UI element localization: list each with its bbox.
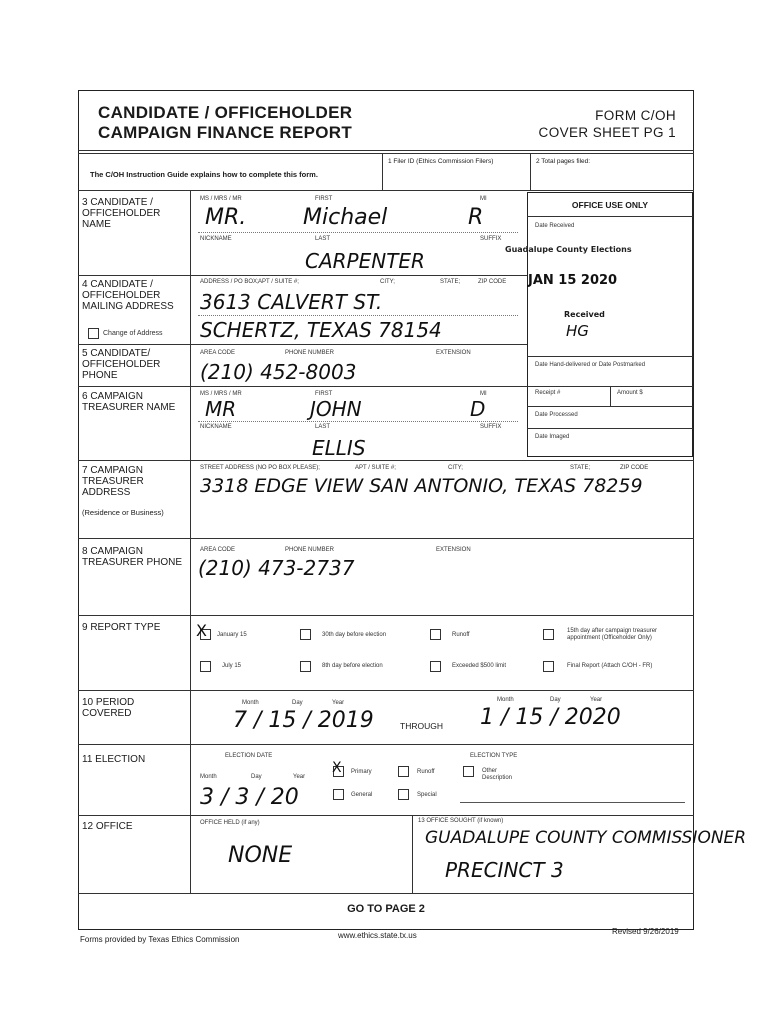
divider xyxy=(78,153,694,154)
receipt-label: Receipt # xyxy=(535,390,561,396)
street-label: STREET ADDRESS (NO PO BOX PLEASE); xyxy=(200,465,320,471)
election-type-label: ELECTION TYPE xyxy=(470,753,518,759)
mailing-line2: SCHERTZ, TEXAS 78154 xyxy=(200,318,442,342)
nickname-label: NICKNAME xyxy=(200,236,232,242)
date-stamp: JAN 15 2020 xyxy=(528,273,618,288)
divider xyxy=(78,190,694,191)
zip-label: ZIP CODE xyxy=(478,279,507,285)
check-mark: X xyxy=(332,760,342,776)
office-sought-label: 13 OFFICE SOUGHT (if known) xyxy=(418,818,504,824)
report-jul15-checkbox[interactable] xyxy=(200,661,211,672)
divider xyxy=(527,406,693,407)
instruction-text: The C/OH Instruction Guide explains how to complete this form. xyxy=(90,170,318,179)
to-day-label: Day xyxy=(550,697,561,703)
treasurer-phone: (210) 473-2737 xyxy=(198,556,355,580)
report-final-checkbox[interactable] xyxy=(543,661,554,672)
section-4-label: 4 CANDIDATE / OFFICEHOLDER MAILING ADDRESS xyxy=(82,279,174,312)
address-label: ADDRESS / PO BOX; xyxy=(200,279,259,285)
divider xyxy=(382,153,383,191)
processed-label: Date Processed xyxy=(535,412,578,418)
divider xyxy=(78,275,527,276)
treasurer-prefix-label: MS / MRS / MR xyxy=(200,391,242,397)
dotted-line xyxy=(198,315,518,316)
report-final-label: Final Report (Attach C/OH - FR) xyxy=(567,663,653,669)
form-id-line2: COVER SHEET PG 1 xyxy=(538,125,676,140)
section-9-label: 9 REPORT TYPE xyxy=(82,622,161,633)
election-runoff-label: Runoff xyxy=(417,769,435,775)
divider xyxy=(78,538,694,539)
report-8th-label: 8th day before election xyxy=(322,663,383,669)
treasurer-mi-label: MI xyxy=(480,391,487,397)
special-label: Special xyxy=(417,792,437,798)
office-held: NONE xyxy=(228,843,293,868)
divider xyxy=(78,150,694,151)
divider xyxy=(78,615,694,616)
report-jan15-label: January 15 xyxy=(217,632,247,638)
county-stamp: Guadalupe County Elections xyxy=(505,245,632,254)
ethics-url[interactable]: www.ethics.state.tx.us xyxy=(338,931,417,940)
hand-delivered-label: Date Hand-delivered or Date Postmarked xyxy=(535,362,646,368)
divider xyxy=(527,216,693,217)
treasurer-state-label: STATE; xyxy=(570,465,591,471)
form-title-line2: CAMPAIGN FINANCE REPORT xyxy=(98,123,353,142)
special-checkbox[interactable] xyxy=(398,789,409,800)
form-title-line1: CANDIDATE / OFFICEHOLDER xyxy=(98,103,353,122)
form-id xyxy=(480,107,676,141)
election-date: 3 / 3 / 20 xyxy=(200,785,299,810)
candidate-prefix: MR. xyxy=(205,205,247,230)
election-month-label: Month xyxy=(200,774,217,780)
received-stamp: Received xyxy=(564,310,605,319)
treasurer-suffix-label: SUFFIX xyxy=(480,424,502,430)
to-month-label: Month xyxy=(497,697,514,703)
other-description-line xyxy=(460,802,685,803)
treasurer-last-label: LAST xyxy=(315,424,331,430)
treasurer-first-label: FIRST xyxy=(315,391,333,397)
treasurer-prefix: MR xyxy=(205,397,237,421)
treasurer-area-label: AREA CODE xyxy=(200,547,236,553)
revised-date: Revised 9/26/2019 xyxy=(612,927,679,936)
divider xyxy=(78,815,694,816)
mi-label: MI xyxy=(480,196,487,202)
treasurer-nickname-label: NICKNAME xyxy=(200,424,232,430)
phone-number-label: PHONE NUMBER xyxy=(285,350,335,356)
from-month-label: Month xyxy=(242,700,259,706)
area-code-label: AREA CODE xyxy=(200,350,236,356)
report-30th-label: 30th day before election xyxy=(322,632,387,638)
form-title xyxy=(98,103,352,143)
divider xyxy=(78,893,694,894)
other-checkbox[interactable] xyxy=(463,766,474,777)
change-of-address-checkbox[interactable] xyxy=(88,328,99,339)
treasurer-city-label: CITY; xyxy=(448,465,463,471)
section-3-label: 3 CANDIDATE / OFFICEHOLDER NAME xyxy=(82,197,161,230)
label-column-divider xyxy=(190,190,191,460)
divider xyxy=(78,690,694,691)
divider xyxy=(527,428,693,429)
section-10-label: 10 PERIOD COVERED xyxy=(82,697,135,719)
office-sought-line1: GUADALUPE COUNTY COMMISSIONER xyxy=(425,828,747,848)
dotted-line xyxy=(198,232,518,233)
from-year-label: Year xyxy=(332,700,345,706)
change-of-address-label: Change of Address xyxy=(103,330,163,337)
to-year-label: Year xyxy=(590,697,603,703)
report-exceeded-label: Exceeded $500 limit xyxy=(452,663,507,669)
section-6-label: 6 CAMPAIGN TREASURER NAME xyxy=(82,391,176,413)
treasurer-first: JOHN xyxy=(310,397,362,421)
label-column-divider xyxy=(190,460,191,893)
initials: HG xyxy=(566,322,589,340)
treasurer-address: 3318 EDGE VIEW SAN ANTONIO, TEXAS 78259 xyxy=(200,475,643,497)
date-received-label: Date Received xyxy=(535,223,575,229)
total-pages-label: 2 Total pages filed: xyxy=(536,158,591,165)
check-mark: X xyxy=(196,621,207,640)
section-7-label: 7 CAMPAIGN TREASURER ADDRESS xyxy=(82,465,144,498)
candidate-phone: (210) 452-8003 xyxy=(200,360,357,384)
imaged-label: Date Imaged xyxy=(535,434,570,440)
report-jul15-label: July 15 xyxy=(222,663,242,669)
report-runoff-checkbox[interactable] xyxy=(430,629,441,640)
period-from: 7 / 15 / 2019 xyxy=(233,708,374,733)
provided-by: Forms provided by Texas Ethics Commission xyxy=(80,935,240,944)
report-exceeded-checkbox[interactable] xyxy=(430,661,441,672)
section-11-label: 11 ELECTION xyxy=(82,754,146,765)
divider xyxy=(78,344,527,345)
office-sought-line2: PRECINCT 3 xyxy=(445,858,564,882)
election-date-label: ELECTION DATE xyxy=(225,753,273,759)
prefix-label: MS / MRS / MR xyxy=(200,196,242,202)
report-15th-checkbox[interactable] xyxy=(543,629,554,640)
last-label: LAST xyxy=(315,236,331,242)
divider xyxy=(610,386,611,406)
general-label: General xyxy=(351,792,373,798)
candidate-last: CARPENTER xyxy=(305,249,425,273)
section-8-label: 8 CAMPAIGN TREASURER PHONE xyxy=(82,546,183,568)
report-15th-label: 15th day after campaign treasurer appointment (Officeholder Only) xyxy=(567,628,658,641)
divider xyxy=(527,356,693,357)
office-use-title: OFFICE USE ONLY xyxy=(571,200,649,210)
treasurer-ext-label: EXTENSION xyxy=(436,547,471,553)
state-label: STATE; xyxy=(440,279,461,285)
section-5-label: 5 CANDIDATE/ OFFICEHOLDER PHONE xyxy=(82,348,161,381)
period-to: 1 / 15 / 2020 xyxy=(480,705,621,730)
extension-label: EXTENSION xyxy=(436,350,471,356)
treasurer-phone-label: PHONE NUMBER xyxy=(285,547,335,553)
filer-id-label: 1 Filer ID (Ethics Commission Filers) xyxy=(388,158,494,165)
from-day-label: Day xyxy=(292,700,303,706)
divider xyxy=(530,153,531,191)
other-label: Other Description xyxy=(482,768,513,781)
general-checkbox[interactable] xyxy=(333,789,344,800)
dotted-line xyxy=(198,421,518,422)
first-label: FIRST xyxy=(315,196,333,202)
section-12-label: 12 OFFICE xyxy=(82,821,133,832)
report-30th-checkbox[interactable] xyxy=(300,629,311,640)
office-held-label: OFFICE HELD (if any) xyxy=(200,820,260,826)
section-7-sub: (Residence or Business) xyxy=(82,508,164,517)
candidate-first: Michael xyxy=(303,205,388,230)
divider xyxy=(78,744,694,745)
report-8th-checkbox[interactable] xyxy=(300,661,311,672)
candidate-mi: R xyxy=(468,205,484,230)
election-day-label: Day xyxy=(251,774,262,780)
divider xyxy=(78,386,527,387)
divider xyxy=(412,815,413,893)
treasurer-mi: D xyxy=(470,397,486,421)
treasurer-apt-label: APT / SUITE #; xyxy=(355,465,396,471)
election-runoff-checkbox[interactable] xyxy=(398,766,409,777)
suffix-label: SUFFIX xyxy=(480,236,502,242)
election-year-label: Year xyxy=(293,774,306,780)
goto-page-2: GO TO PAGE 2 xyxy=(347,903,425,915)
primary-label: Primary xyxy=(351,769,372,775)
mailing-line1: 3613 CALVERT ST. xyxy=(200,290,383,314)
form-id-line1: FORM C/OH xyxy=(595,108,676,123)
city-label: CITY; xyxy=(380,279,395,285)
treasurer-zip-label: ZIP CODE xyxy=(620,465,649,471)
apt-label: APT / SUITE #; xyxy=(258,279,299,285)
divider xyxy=(78,460,694,461)
through-label: THROUGH xyxy=(400,721,443,731)
report-runoff-label: Runoff xyxy=(452,632,470,638)
treasurer-last: ELLIS xyxy=(312,436,366,460)
amount-label: Amount $ xyxy=(617,390,643,396)
